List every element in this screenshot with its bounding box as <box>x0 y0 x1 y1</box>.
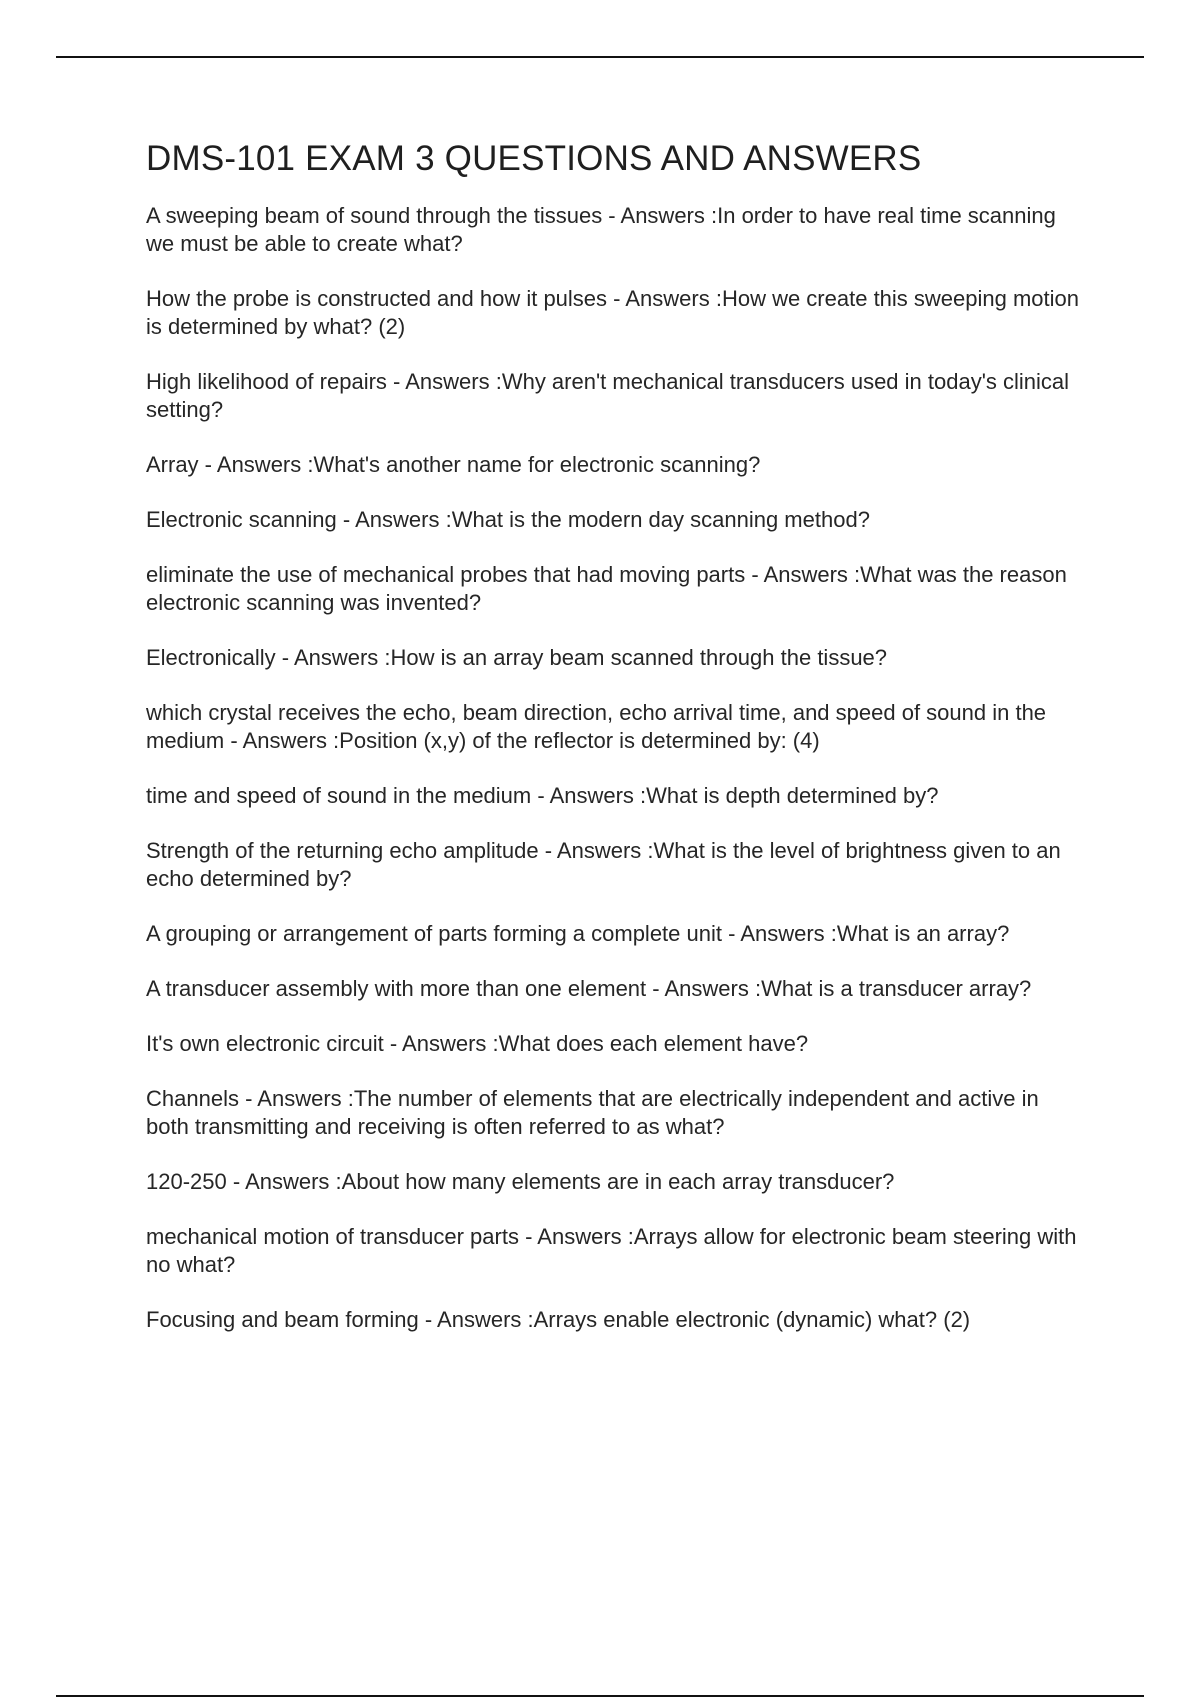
document-body <box>146 138 1086 1361</box>
qa-list <box>146 202 1086 1334</box>
top-divider <box>56 56 1144 58</box>
qa-item: Channels - Answers :The number of elements that are electrically independent and active in both transmitting and receiving is often referred to as what? <box>146 1086 1039 1139</box>
qa-item: A sweeping beam of sound through the tissues - Answers :In order to have real time scanning we must be able to create what? <box>146 203 1056 256</box>
qa-item: time and speed of sound in the medium - Answers :What is depth determined by? <box>146 783 939 808</box>
qa-item: Focusing and beam forming - Answers :Arrays enable electronic (dynamic) what? (2) <box>146 1307 971 1332</box>
qa-item: eliminate the use of mechanical probes that had moving parts - Answers :What was the reason electronic scanning was invented? <box>146 562 1067 615</box>
qa-item: A grouping or arrangement of parts forming a complete unit - Answers :What is an array? <box>146 921 1010 946</box>
qa-item: 120-250 - Answers :About how many elements are in each array transducer? <box>146 1169 895 1194</box>
bottom-divider <box>56 1695 1144 1697</box>
qa-item: It's own electronic circuit - Answers :What does each element have? <box>146 1031 809 1056</box>
document-title: DMS-101 EXAM 3 QUESTIONS AND ANSWERS <box>146 139 922 178</box>
qa-item: How the probe is constructed and how it pulses - Answers :How we create this sweeping motion is determined by what? (2) <box>146 286 1080 339</box>
qa-item: Strength of the returning echo amplitude - Answers :What is the level of brightness given to an echo determined by? <box>146 838 1061 891</box>
qa-item: High likelihood of repairs - Answers :Why aren't mechanical transducers used in today's clinical setting? <box>146 369 1070 422</box>
qa-item: A transducer assembly with more than one element - Answers :What is a transducer array? <box>146 976 1032 1001</box>
qa-item: Array - Answers :What's another name for electronic scanning? <box>146 452 761 477</box>
qa-item: which crystal receives the echo, beam direction, echo arrival time, and speed of sound in the medium - Answers :Position (x,y) of the reflector is determined by: (4) <box>146 700 1047 753</box>
qa-item: Electronically - Answers :How is an array beam scanned through the tissue? <box>146 645 888 670</box>
qa-item: Electronic scanning - Answers :What is the modern day scanning method? <box>146 507 870 532</box>
qa-item: mechanical motion of transducer parts - Answers :Arrays allow for electronic beam steering with no what? <box>146 1224 1077 1277</box>
